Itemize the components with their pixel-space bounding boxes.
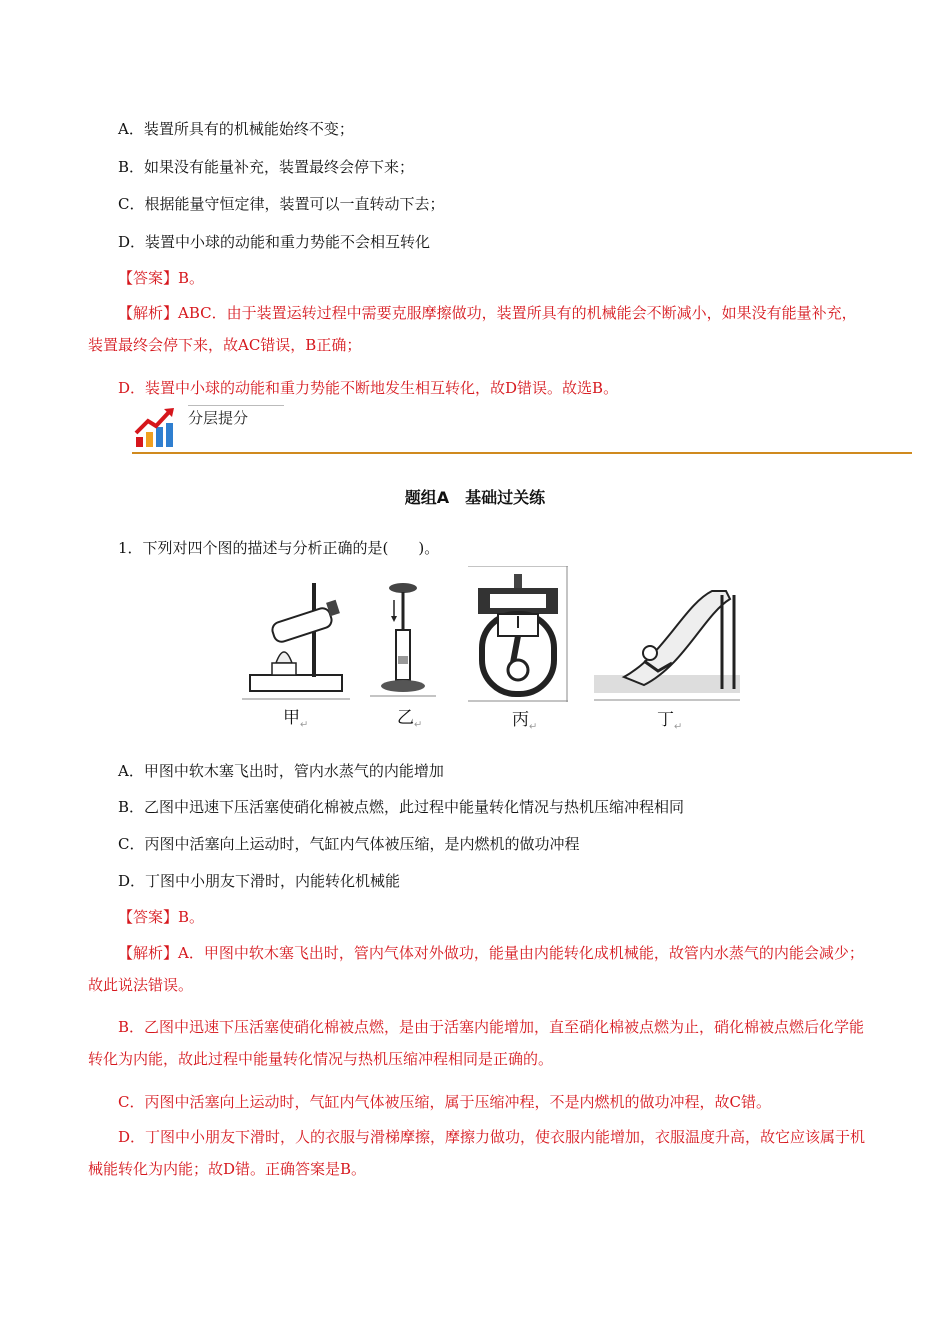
- figure-label-jia: 甲$_↵$: [283, 708, 309, 731]
- section-title: 分层提分: [188, 409, 249, 427]
- prev-option-c: C．根据能量守恒定律，装置可以一直转动下去；: [118, 195, 445, 213]
- option-a: A．甲图中软木塞飞出时，管内水蒸气的内能增加: [118, 762, 444, 780]
- prev-option-b: B．如果没有能量补充，装置最终会停下来；: [118, 158, 415, 176]
- group-title: 题组A 基础过关练: [404, 488, 546, 507]
- prev-answer: 【答案】B。: [118, 269, 205, 287]
- option-b: B．乙图中迅速下压活塞使硝化棉被点燃，此过程中能量转化情况与热机压缩冲程相同: [118, 798, 685, 816]
- figure-label-bing: 丙$_↵$: [512, 710, 538, 733]
- figure-label-ding: 丁$_↵$: [657, 710, 683, 733]
- option-c: C．丙图中活塞向上运动时，气缸内气体被压缩，是内燃机的做功冲程: [118, 835, 580, 853]
- prev-option-d: D．装置中小球的动能和重力势能不会相互转化: [118, 233, 431, 251]
- figure-bing-engine-cylinder-illustration: [468, 566, 568, 702]
- section-header: [132, 405, 912, 455]
- prev-option-a: A．装置所具有的机械能始终不变；: [118, 120, 354, 138]
- question-stem: 1．下列对四个图的描述与分析正确的是( )。: [118, 539, 440, 557]
- answer: 【答案】B。: [118, 908, 205, 926]
- figure-jia-test-tube-illustration: [242, 575, 350, 700]
- analysis-d: D．丁图中小朋友下滑时，人的衣服与滑梯摩擦，摩擦力做功，使衣服内能增加，衣服温度升高，故它应该属于机械能转化为内能；故D错。正确答案是B。: [88, 1128, 866, 1178]
- prev-analysis-continued: D．装置中小球的动能和重力势能不断地发生相互转化，故D错误。故选B。: [118, 379, 619, 397]
- section-title-rule: [188, 405, 284, 406]
- figure-label-yi: 乙$_↵$: [397, 708, 423, 731]
- analysis-c: C．丙图中活塞向上运动时，气缸内气体被压缩，属于压缩冲程，不是内燃机的做功冲程，故C错。: [118, 1093, 771, 1111]
- option-d: D．丁图中小朋友下滑时，内能转化机械能: [118, 872, 401, 890]
- prev-analysis: 【解析】ABC．由于装置运转过程中需要克服摩擦做功，装置所具有的机械能会不断减小，如果没有能量补充，装置最终会停下来，故AC错误，B正确；: [88, 304, 857, 354]
- analysis-a: 【解析】A．甲图中软木塞飞出时，管内气体对外做功，能量由内能转化成机械能，故管内水蒸气的内能会减少；故此说法错误。: [88, 944, 864, 994]
- growth-chart-icon: [132, 405, 180, 451]
- figure-ding-slide-illustration: [594, 585, 740, 701]
- analysis-b: B．乙图中迅速下压活塞使硝化棉被点燃，是由于活塞内能增加，直至硝化棉被点燃为止，硝化棉被点燃后化学能转化为内能，故此过程中能量转化情况与热机压缩冲程相同是正确的。: [88, 1018, 865, 1068]
- figure-yi-air-compression-illustration: [370, 582, 436, 697]
- section-divider: [132, 452, 912, 454]
